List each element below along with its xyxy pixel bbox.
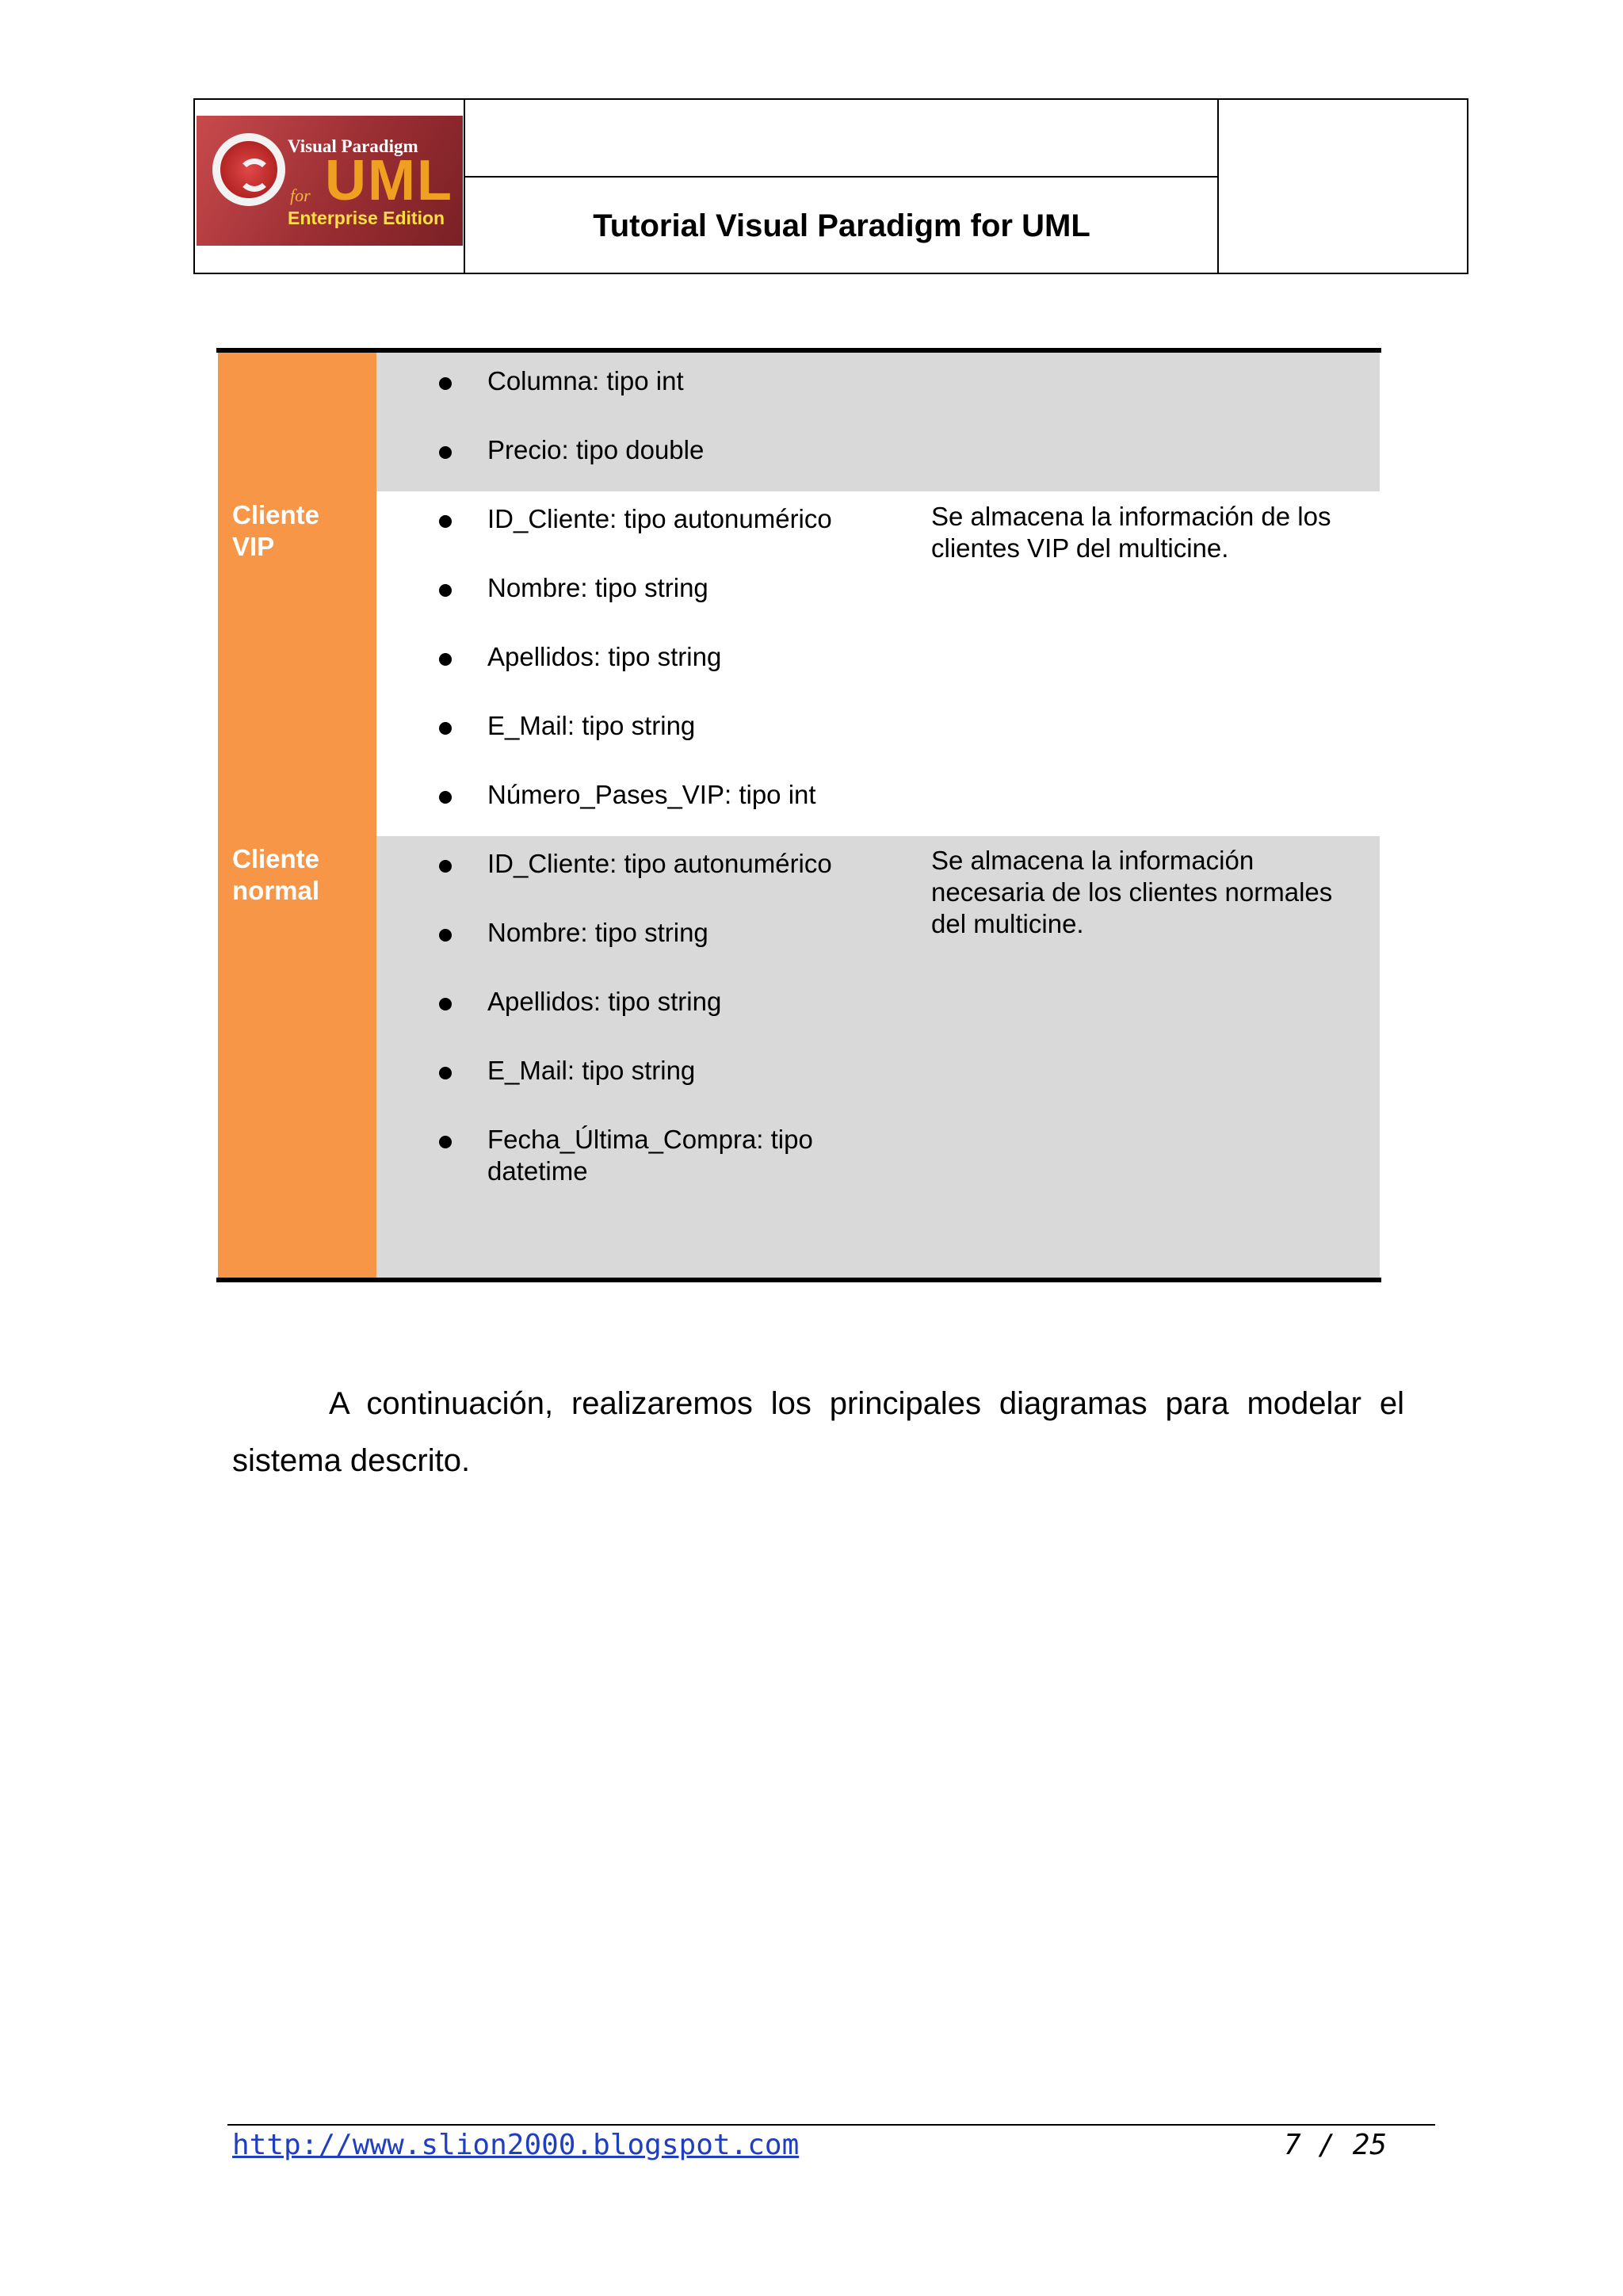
visual-paradigm-logo — [197, 116, 463, 246]
logo-text-visual-paradigm: Visual Paradigm — [288, 136, 418, 156]
attribute-item: Fecha_Última_Compra: tipo datetime — [487, 1125, 813, 1186]
bullet-icon — [439, 653, 452, 666]
logo-text-edition: Enterprise Edition — [288, 208, 445, 228]
attribute-item: Apellidos: tipo string — [487, 987, 722, 1016]
page-number: 7 / 25 — [1284, 2129, 1388, 2161]
attribute-item: E_Mail: tipo string — [487, 1056, 696, 1085]
attribute-item: Apellidos: tipo string — [487, 642, 722, 671]
bullet-icon — [439, 1136, 452, 1148]
logo-text-for: for — [290, 185, 311, 205]
header-title: Tutorial Visual Paradigm for UML — [593, 208, 1090, 243]
bullet-icon — [439, 584, 452, 597]
bullet-icon — [439, 446, 452, 459]
body-paragraph: A continuación, realizaremos los principales diagramas para modelar el sistema descrito. — [232, 1386, 1404, 1478]
footer-link[interactable]: http://www.slion2000.blogspot.com — [232, 2129, 800, 2161]
logo-swirl-icon — [212, 133, 285, 206]
attribute-item: Nombre: tipo string — [487, 918, 708, 947]
bullet-icon — [439, 377, 452, 390]
header-right-cell — [1217, 98, 1468, 274]
attribute-item: Nombre: tipo string — [487, 573, 708, 602]
table-label-column — [218, 353, 376, 1278]
row-description: Se almacena la información de los clientes VIP del multicine. — [931, 502, 1331, 563]
attribute-item: Número_Pases_VIP: tipo int — [487, 780, 816, 809]
bullet-icon — [439, 860, 452, 873]
row-description: Se almacena la información necesaria de los clientes normales del multicine. — [931, 846, 1333, 938]
row-label-line: VIP — [232, 532, 275, 561]
row-label-line: Cliente — [232, 500, 320, 529]
row-label-cliente-normal — [232, 843, 319, 907]
logo-text-uml: UML — [325, 149, 453, 212]
row-label-line: Cliente — [232, 844, 320, 873]
row-label-line: normal — [232, 876, 320, 905]
table-bottom-rule — [216, 1278, 1381, 1282]
row-label-cliente-vip — [232, 499, 319, 563]
bullet-icon — [439, 791, 452, 804]
bullet-icon — [439, 722, 452, 735]
attribute-item: ID_Cliente: tipo autonumérico — [487, 504, 832, 533]
bullet-icon — [439, 929, 452, 942]
bullet-icon — [439, 998, 452, 1010]
attribute-item: Precio: tipo double — [487, 435, 705, 464]
attribute-item: Columna: tipo int — [487, 366, 684, 395]
attribute-item: ID_Cliente: tipo autonumérico — [487, 849, 832, 878]
attribute-item: E_Mail: tipo string — [487, 711, 696, 740]
bullet-icon — [439, 515, 452, 528]
footer-rule — [227, 2124, 1435, 2126]
bullet-icon — [439, 1067, 452, 1079]
